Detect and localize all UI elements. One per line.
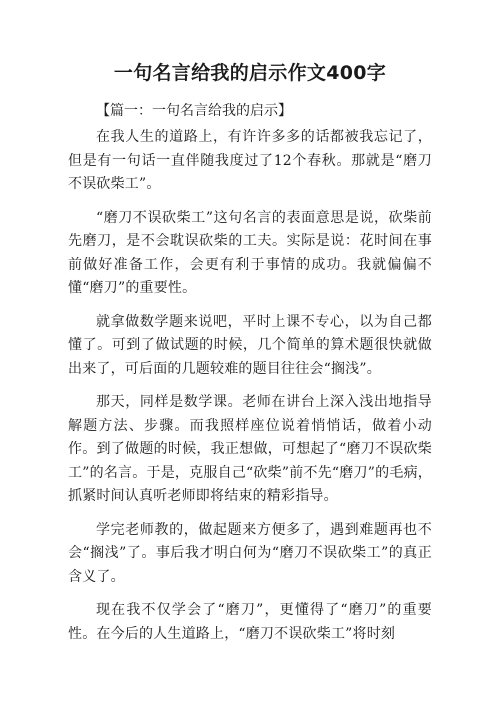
paragraph-5: 学完老师教的，做起题来方便多了，遇到难题再也不会“搁浅”了。事后我才明白何为“磨刀不误砍柴工”的真正含义了。 xyxy=(68,521,432,585)
paragraph-2: “磨刀不误砍柴工”这句名言的表面意思是说，砍柴前先磨刀，是不会耽误砍柴的工夫。实际是说：花时间在事前做好准备工作，会更有利于事情的成功。我就偏偏不懂“磨刀”的重要性。 xyxy=(68,209,432,296)
section-heading: 【篇一：一句名言给我的启示】 xyxy=(96,103,292,119)
paragraph-1: 在我人生的道路上，有许许多多的话都被我忘记了，但是有一句话一直伴随我度过了12个春秋。那就是“磨刀不误砍柴工”。 xyxy=(68,129,432,192)
paragraph-6: 现在我不仅学会了“磨刀”，更懂得了“磨刀”的重要性。在今后的人生道路上，“磨刀不误砍柴工”将时刻 xyxy=(68,602,432,642)
document-title: 一句名言给我的启示作文400字 xyxy=(113,62,387,84)
paragraph-3: 就拿做数学题来说吧，平时上课不专心，以为自己都懂了。可到了做试题的时候，几个简单的算术题很快就做出来了，可后面的几题较难的题目往往会“搁浅”。 xyxy=(68,313,432,377)
paragraph-4: 那天，同样是数学课。老师在讲台上深入浅出地指导解题方法、步骤。而我照样座位说着悄悄话，做着小动作。到了做题的时候，我正想做，可想起了“磨刀不误砍柴工”的名言。于是，克服自己“砍柴”前不先“磨刀”的毛病，抓紧时间认真听老师即将结束的精彩指导。 xyxy=(68,394,432,504)
